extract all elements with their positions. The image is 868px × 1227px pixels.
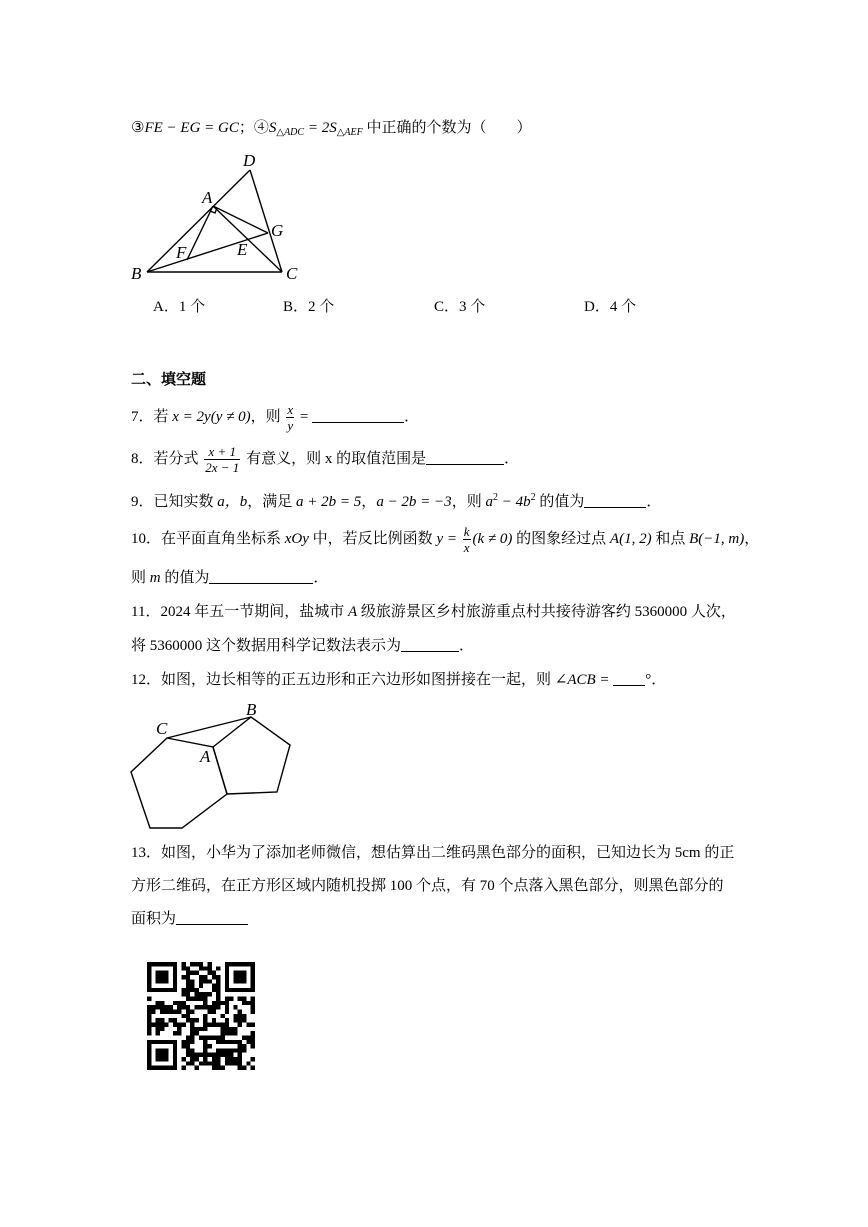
q13-line2: 方形二维码，在正方形区域内随机投掷 100 个点，有 70 个点落入黑色部分，则黑色部分的: [131, 878, 724, 894]
segment-BG: [147, 233, 268, 272]
q8: 8．若分式 $\frac{x + 1}{2x - 1}$ 有意义，则 x 的取值范围是 ．: [131, 444, 520, 476]
label-G: G: [271, 221, 284, 240]
label-B: B: [131, 264, 142, 283]
q6-option-c: C．3 个: [434, 299, 486, 315]
label-A: A: [200, 747, 211, 766]
label-B: B: [246, 700, 257, 719]
label-D: D: [243, 151, 256, 170]
q13-line1: 13．如图，小华为了添加老师微信，想估算出二维码黑色部分的面积，已知边长为 5cm 的正: [131, 845, 735, 861]
label-A: A: [202, 188, 213, 207]
label-C: C: [156, 719, 168, 738]
hexagon: [131, 738, 227, 828]
label-E: E: [237, 240, 248, 259]
q9-answer-blank: [584, 493, 646, 508]
q6-option-d: D．4 个: [584, 299, 637, 315]
label-C: C: [286, 264, 298, 283]
q10-fraction: $\frac{k}{x}$: [463, 524, 470, 556]
q7: 7．若 x = 2y(y ≠ 0)，则 $\frac{x}{y}$ = ．: [131, 402, 420, 434]
q10-answer-blank: [209, 569, 313, 584]
q6-triangle-figure: [120, 148, 320, 283]
q6-eq3: FE − EG = GC: [144, 120, 239, 136]
q6-option-b: B．2 个: [283, 299, 335, 315]
q11-line2: 将 5360000 这个数据用科学记数法表示为 ．: [131, 638, 475, 654]
q6-option-a: A．1 个: [153, 299, 206, 315]
section-title-fill-in: 二、填空题: [131, 371, 207, 388]
q7-fraction: $\frac{x}{y}$: [287, 402, 294, 434]
label-F: F: [176, 243, 187, 262]
q11-answer-blank: [401, 637, 459, 652]
q8-fraction: $\frac{x + 1}{2x - 1}$: [205, 444, 240, 476]
segment-BD: [147, 170, 250, 272]
q13-line3: 面积为: [131, 909, 248, 929]
q6-statement: ③FE − EG = GC；$④S_{\triangle ADC} = 2S_{\triangle AEF}$ 中正确的个数为（ ）: [131, 120, 532, 138]
q11-line1: 11．2024 年五一节期间，盐城市 A 级旅游景区乡村旅游重点村共接待游客约 5360000 人次，: [131, 604, 736, 620]
q9: 9．已知实数 a，b，满足 a + 2b = 5，a − 2b = −3，则 $a^2 - 4b^2$ 的值为 ．: [131, 492, 662, 510]
q12-polygon-figure: [125, 700, 300, 835]
qr-code-image: [147, 962, 255, 1070]
q12: 12．如图，边长相等的正五边形和正六边形如图拼接在一起，则 ∠ACB = °．: [131, 672, 667, 688]
q10-line1: 10．在平面直角坐标系 xOy 中，若反比例函数 y = $\frac{k}{x}$ (k ≠ 0) 的图象经过点 A(1, 2) 和点 B(−1, m)，: [131, 524, 760, 556]
q13-answer-blank: [176, 910, 248, 925]
pentagon: [213, 717, 290, 794]
q10-line2: 则 m 的值为 ．: [131, 570, 329, 586]
q7-answer-blank: [312, 408, 404, 423]
q8-answer-blank: [426, 450, 504, 465]
q12-answer-blank: [613, 671, 645, 686]
segment-AG: [213, 206, 268, 233]
